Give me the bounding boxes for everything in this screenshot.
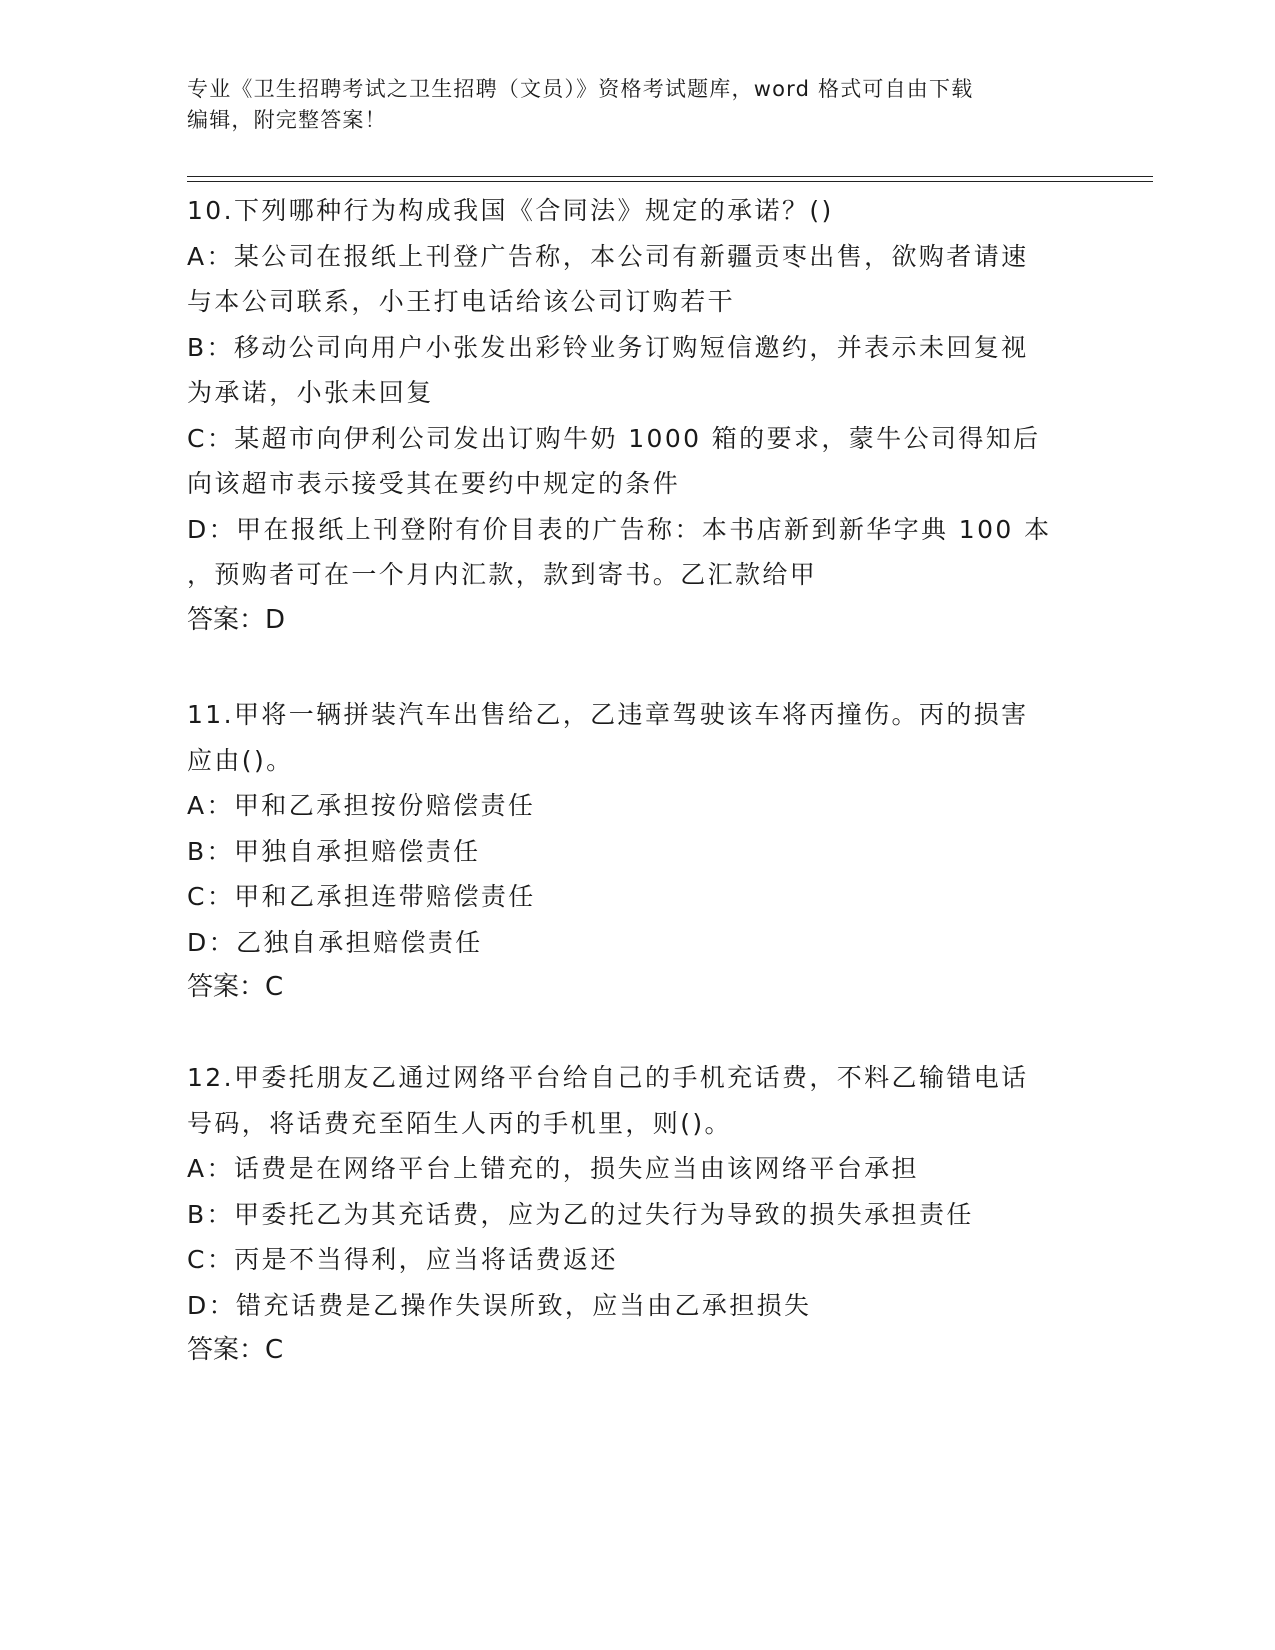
- header-divider-bottom: [187, 181, 1153, 182]
- question-stem-line: 10.下列哪种行为构成我国《合同法》规定的承诺？(): [187, 196, 834, 225]
- answer-label: 答案：C: [187, 972, 284, 1002]
- header-divider-top: [187, 176, 1153, 177]
- option-d: D：错充话费是乙操作失误所致，应当由乙承担损失: [187, 1290, 812, 1320]
- question-12: [187, 1055, 1087, 1374]
- option-a: A：甲和乙承担按份赔偿责任: [187, 791, 536, 820]
- question-stem-continued: 号码，将话费充至陌生人丙的手机里，则()。: [187, 1108, 732, 1138]
- question-11: [187, 692, 1087, 1011]
- question-stem-continued: 应由()。: [187, 745, 294, 775]
- document-header: [187, 74, 1087, 136]
- option-a: A：话费是在网络平台上错充的，损失应当由该网络平台承担: [187, 1154, 919, 1183]
- option-b: B：甲委托乙为其充话费，应为乙的过失行为导致的损失承担责任: [187, 1199, 974, 1229]
- option-d: D：甲在报纸上刊登附有价目表的广告称：本书店新到新华字典 100 本: [187, 514, 1052, 544]
- option-a-continued: 与本公司联系，小王打电话给该公司订购若干: [187, 287, 736, 316]
- answer-label: 答案：C: [187, 1335, 284, 1365]
- header-line-2: 编辑，附完整答案！: [187, 108, 387, 132]
- option-d-continued: ，预购者可在一个月内汇款，款到寄书。乙汇款给甲: [187, 560, 818, 589]
- answer-label: 答案：D: [187, 604, 286, 635]
- option-d: D：乙独自承担赔偿责任: [187, 927, 483, 957]
- option-b-continued: 为承诺，小张未回复: [187, 378, 434, 407]
- option-c: C：某超市向伊利公司发出订购牛奶 1000 箱的要求，蒙牛公司得知后: [187, 423, 1041, 453]
- option-c: C：甲和乙承担连带赔偿责任: [187, 882, 536, 911]
- option-b: B：移动公司向用户小张发出彩铃业务订购短信邀约，并表示未回复视: [187, 332, 1029, 362]
- header-line-1: 专业《卫生招聘考试之卫生招聘（文员）》资格考试题库，word 格式可自由下载: [187, 77, 974, 101]
- question-10: [187, 188, 1087, 643]
- option-b: B：甲独自承担赔偿责任: [187, 836, 481, 866]
- option-a: A：某公司在报纸上刊登广告称，本公司有新疆贡枣出售，欲购者请速: [187, 241, 1029, 271]
- question-stem-line: 12.甲委托朋友乙通过网络平台给自己的手机充话费，不料乙输错电话: [187, 1063, 1029, 1092]
- option-c-continued: 向该超市表示接受其在要约中规定的条件: [187, 469, 681, 498]
- question-stem-line: 11.甲将一辆拼装汽车出售给乙，乙违章驾驶该车将丙撞伤。丙的损害: [187, 700, 1029, 729]
- option-c: C：丙是不当得利，应当将话费返还: [187, 1245, 618, 1274]
